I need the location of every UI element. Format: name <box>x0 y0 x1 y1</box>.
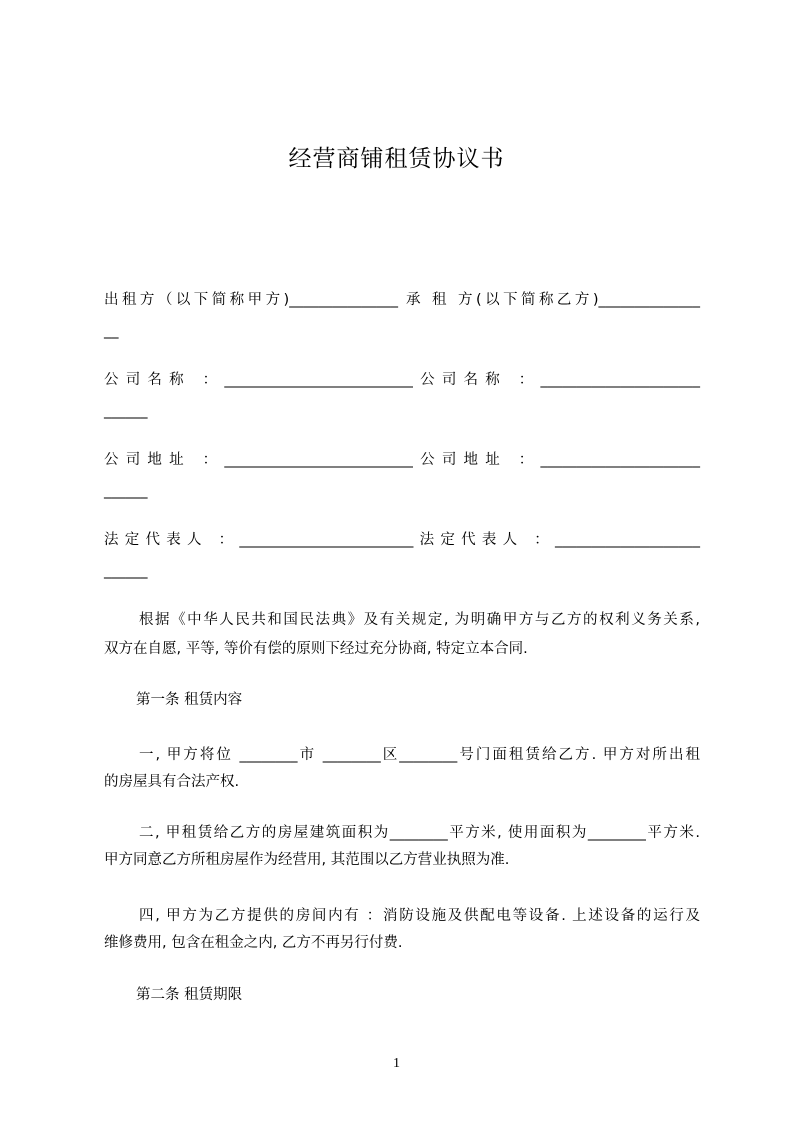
article-1-clause-2-line-2: 甲方同意乙方所租房屋作为经营用, 其范围以乙方营业执照为准. <box>104 852 510 868</box>
article-2-heading: 第二条 租赁期限 <box>136 987 243 1003</box>
legal-representative-continuation: ______ <box>104 563 148 579</box>
parties-line: 出租方（以下简称甲方)_______________ 承 租 方(以下简称乙方)______________ <box>104 292 700 308</box>
legal-representative-line: 法定代表人 ：________________________法定代表人 ：____________________ <box>104 532 700 548</box>
preamble-line-2: 双方在自愿, 平等, 等价有偿的原则下经过充分协商, 特定立本合同. <box>104 641 528 657</box>
company-address-line: 公司地址 ：__________________________公司地址 ：______________________ <box>104 452 700 468</box>
article-1-clause-4-line-2: 维修费用, 包含在租金之内, 乙方不再另行付费. <box>104 935 403 951</box>
document-title: 经营商铺租赁协议书 <box>288 146 505 172</box>
article-1-clause-2-line-1: 二, 甲租赁给乙方的房屋建筑面积为________平方米, 使用面积为________平方米. <box>139 825 700 841</box>
page-number: 1 <box>393 1056 400 1071</box>
company-name-line: 公司名称 ：__________________________公司名称 ：______________________ <box>104 372 700 388</box>
company-address-continuation: ______ <box>104 483 148 499</box>
preamble-line-1: 根据《中华人民共和国民法典》及有关规定, 为明确甲方与乙方的权利义务关系, <box>139 612 700 628</box>
article-1-heading: 第一条 租赁内容 <box>136 692 243 708</box>
company-name-continuation: ______ <box>104 403 148 419</box>
article-1-clause-4-line-1: 四, 甲方为乙方提供的房间内有 ：消防设施及供配电等设备. 上述设备的运行及 <box>139 908 700 924</box>
article-1-clause-1-line-1: 一, 甲方将位 ________市 ________区________号门面租赁给乙方. 甲方对所出租 <box>139 747 700 763</box>
parties-line-continuation: __ <box>104 323 119 339</box>
article-1-clause-1-line-2: 的房屋具有合法产权. <box>104 774 240 790</box>
